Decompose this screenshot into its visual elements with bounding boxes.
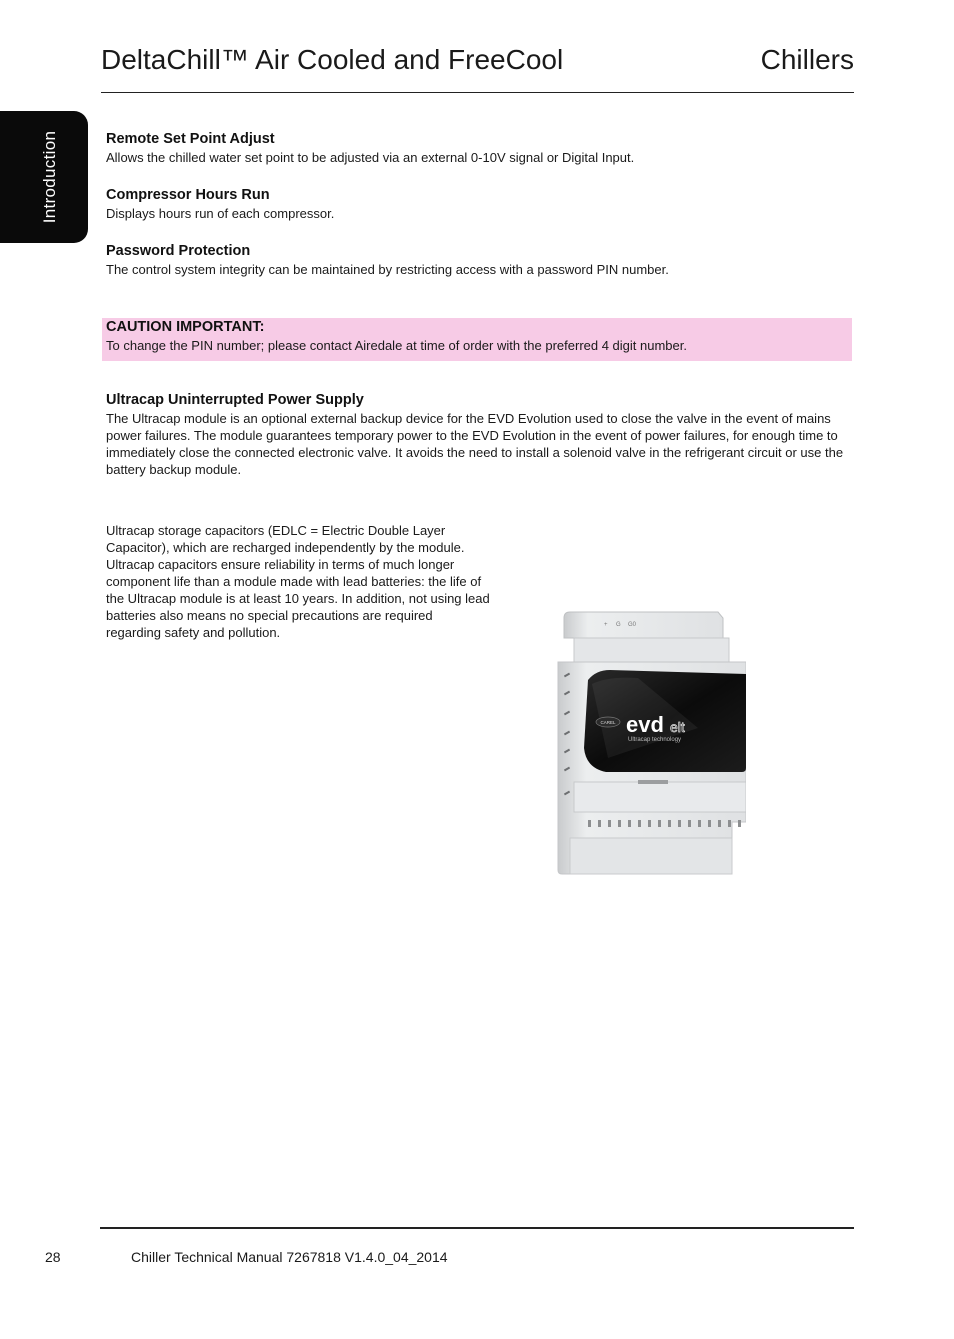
footer-rule [100,1227,854,1229]
section-heading: Password Protection [106,243,251,259]
device-subtitle: Ultracap technology [628,737,682,743]
device-logo: evd [626,712,664,737]
caution-text: To change the PIN number; please contact Airedale at time of order with the preferred 4 digit number. [106,338,687,353]
ultracap-device-image [548,608,746,878]
header-rule [101,92,854,93]
section-heading: Ultracap Uninterrupted Power Supply [106,392,364,408]
svg-text:G: G [616,622,621,628]
device-brand: CAREL [600,720,616,725]
section-tab-label: Introduction [40,130,59,224]
ultracap-module-illustration [548,608,746,878]
section-text: Allows the chilled water set point to be adjusted via an external 0-10V signal or Digital Input. [106,150,635,165]
caution-heading: CAUTION IMPORTANT: [106,319,265,335]
remote-set-point-section [106,130,851,166]
svg-text:G0: G0 [628,622,637,628]
ultracap-section [106,391,851,478]
password-protection-section [106,242,851,278]
capacitors-paragraph: Ultracap storage capacitors (EDLC = Electric Double Layer Capacitor), which are recharged independently by the module. Ultracap capacitors ensure reliability in terms of much longer component life than a module made with lead batteries: the life of the Ultracap module is at least 10 years. In addition, not using lead batteries also means no special precautions are required regarding safety and pollution. [106,523,490,640]
section-text: The Ultracap module is an optional external backup device for the EVD Evolution used to close the valve in the event of mains power failures. The module guarantees temporary power to the EVD Evolution in the event of power failures, for enough time to immediately close the connected electronic valve. It avoids the need to install a solenoid valve in the refrigerant circuit or use the battery backup module. [106,411,844,477]
footer-document-title: Chiller Technical Manual 7267818 V1.4.0_04_2014 [131,1249,448,1265]
device-logo-suffix: elt [670,719,685,735]
section-text: The control system integrity can be maintained by restricting access with a password PIN number. [106,262,669,277]
compressor-hours-section [106,186,851,222]
caution-box [102,318,852,361]
section-heading: Remote Set Point Adjust [106,131,275,147]
page-title: DeltaChill™ Air Cooled and FreeCool [101,44,564,75]
header-category: Chillers [760,44,854,75]
svg-text:+: + [604,622,608,628]
page-number: 28 [45,1249,61,1265]
section-heading: Compressor Hours Run [106,187,270,203]
section-text: Displays hours run of each compressor. [106,206,335,221]
